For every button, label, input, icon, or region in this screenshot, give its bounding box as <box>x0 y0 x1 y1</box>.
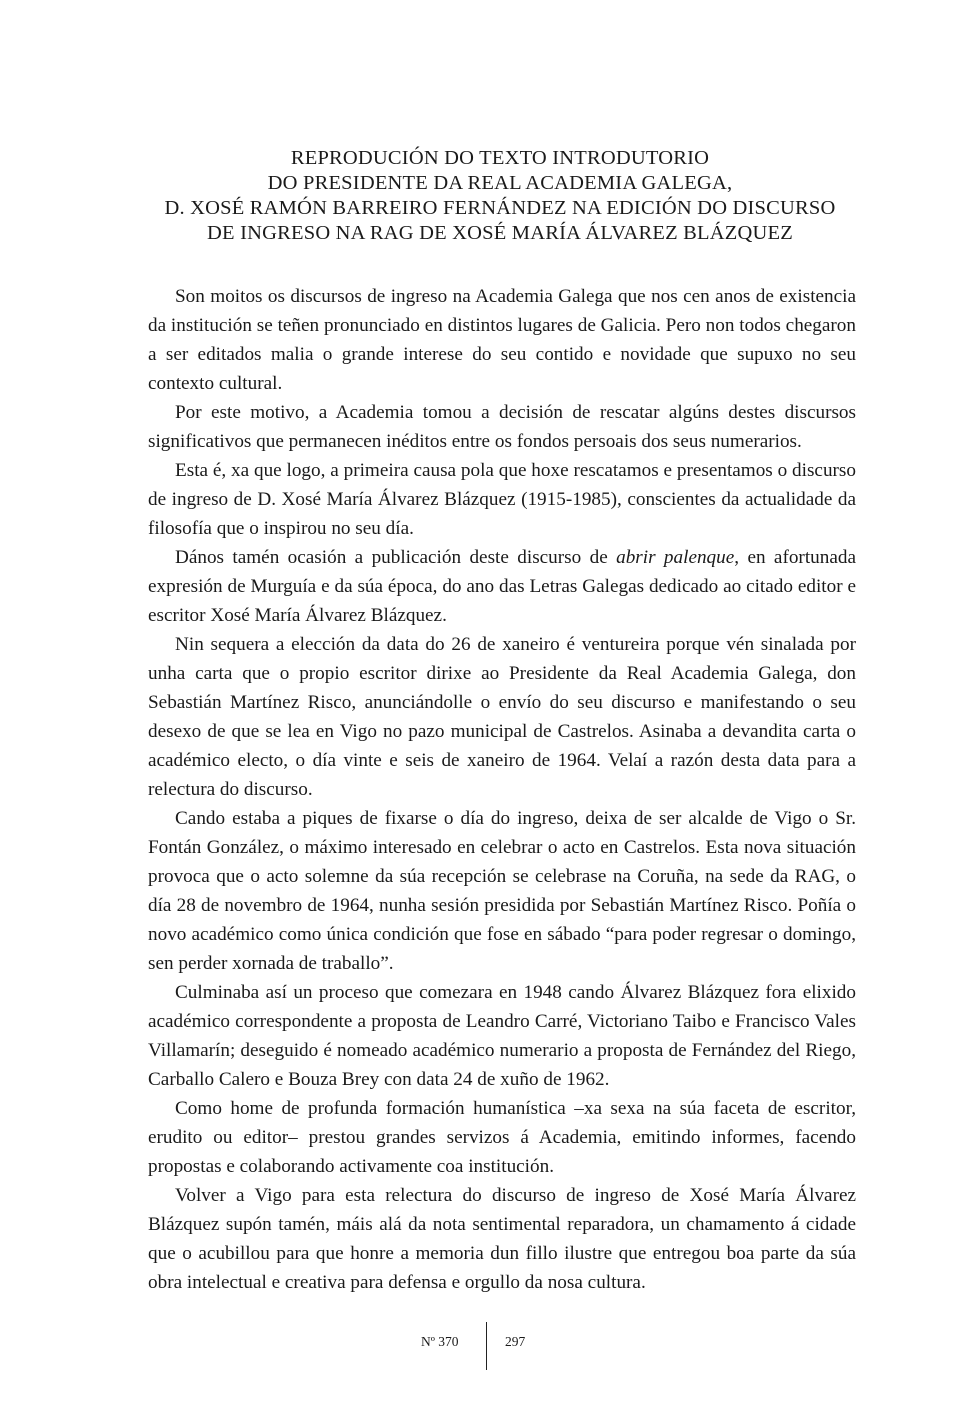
title-line: D. XOSÉ RAMÓN BARREIRO FERNÁNDEZ NA EDICIÓN DO DISCURSO <box>164 197 836 219</box>
paragraph: Cando estaba a piques de fixarse o día do ingreso, deixa de ser alcalde de Vigo o Sr. Fontán González, o máximo interesado en celebrar o acto en Castrelos. Esta nova situación provoca que o acto solemne da súa recepción se celebrase na Coruña, na sede da RAG, o día 28 de novembro de 1964, nunha sesión presidida por Sebastián Martínez Risco. Poñía o novo académico como única condición que fose en sábado “para poder regresar o domingo, sen perder xornada de traballo”. <box>148 808 856 974</box>
paragraph: Por este motivo, a Academia tomou a decisión de rescatar algúns destes discursos significativos que permanecen inéditos entre os fondos persoais dos seus numerarios. <box>148 402 856 452</box>
paragraph: Esta é, xa que logo, a primeira causa pola que hoxe rescatamos e presentamos o discurso de ingreso de D. Xosé María Álvarez Blázquez (1915-1985), conscientes da actualidade da filosofía que o inspirou no seu día. <box>148 460 856 539</box>
page-footer <box>0 1322 975 1372</box>
title-line: DO PRESIDENTE DA REAL ACADEMIA GALEGA, <box>267 172 733 194</box>
paragraph: Son moitos os discursos de ingreso na Academia Galega que nos cen anos de existencia da institución se teñen pronunciado en distintos lugares de Galicia. Pero non todos chegaron a ser editados malia o grande interese do seu contido e novidade que supuxo no seu contexto cultural. <box>148 286 856 394</box>
paragraph-text: , en afortunada expresión de Murguía e da súa época, do ano das Letras Galegas dedicado ao citado editor e escritor Xosé María Álvarez Blázquez. <box>148 547 856 626</box>
document-body <box>148 282 856 1297</box>
title-line: REPRODUCIÓN DO TEXTO INTRODUTORIO <box>290 147 710 169</box>
page-number: 297 <box>505 1334 526 1349</box>
paragraph <box>148 543 856 630</box>
italic-phrase: abrir palenque <box>616 547 735 568</box>
title-line: DE INGRESO NA RAG DE XOSÉ MARÍA ÁLVAREZ BLÁZQUEZ <box>207 222 793 244</box>
paragraph-text: Dános tamén ocasión a publicación deste discurso de <box>175 547 617 568</box>
document-title <box>100 146 900 246</box>
paragraph: Culminaba así un proceso que comezara en 1948 cando Álvarez Blázquez fora elixido académico correspondente a proposta de Leandro Carré, Victoriano Taibo e Francisco Vales Villamarín; deseguido é nomeado académico numerario a proposta de Fernández del Riego, Carballo Calero e Bouza Brey con data 24 de xuño de 1962. <box>148 982 856 1090</box>
paragraph: Volver a Vigo para esta relectura do discurso de ingreso de Xosé María Álvarez Blázquez supón tamén, máis alá da nota sentimental reparadora, un chamamento á cidade que o acubillou para que honre a memoria dun fillo ilustre que entregou boa parte da súa obra intelectual e creativa para defensa e orgullo da nosa cultura. <box>148 1185 856 1293</box>
footer-divider <box>486 1322 487 1370</box>
paragraph: Nin sequera a elección da data do 26 de xaneiro é ventureira porque vén sinalada por unha carta que o propio escritor dirixe ao Presidente da Real Academia Galega, don Sebastián Martínez Risco, anunciándolle o envío do seu discurso e manifestando o seu desexo de que se lea en Vigo no pazo municipal de Castrelos. Asinaba a devandita carta o académico electo, o día vinte e seis de xaneiro de 1964. Velaí a razón desta data para a relectura do discurso. <box>148 634 856 800</box>
paragraph: Como home de profunda formación humanística –xa sexa na súa faceta de escritor, erudito ou editor– prestou grandes servizos á Academia, emitindo informes, facendo propostas e colaborando activamente coa institución. <box>148 1098 856 1177</box>
issue-number: Nº 370 <box>421 1334 459 1349</box>
